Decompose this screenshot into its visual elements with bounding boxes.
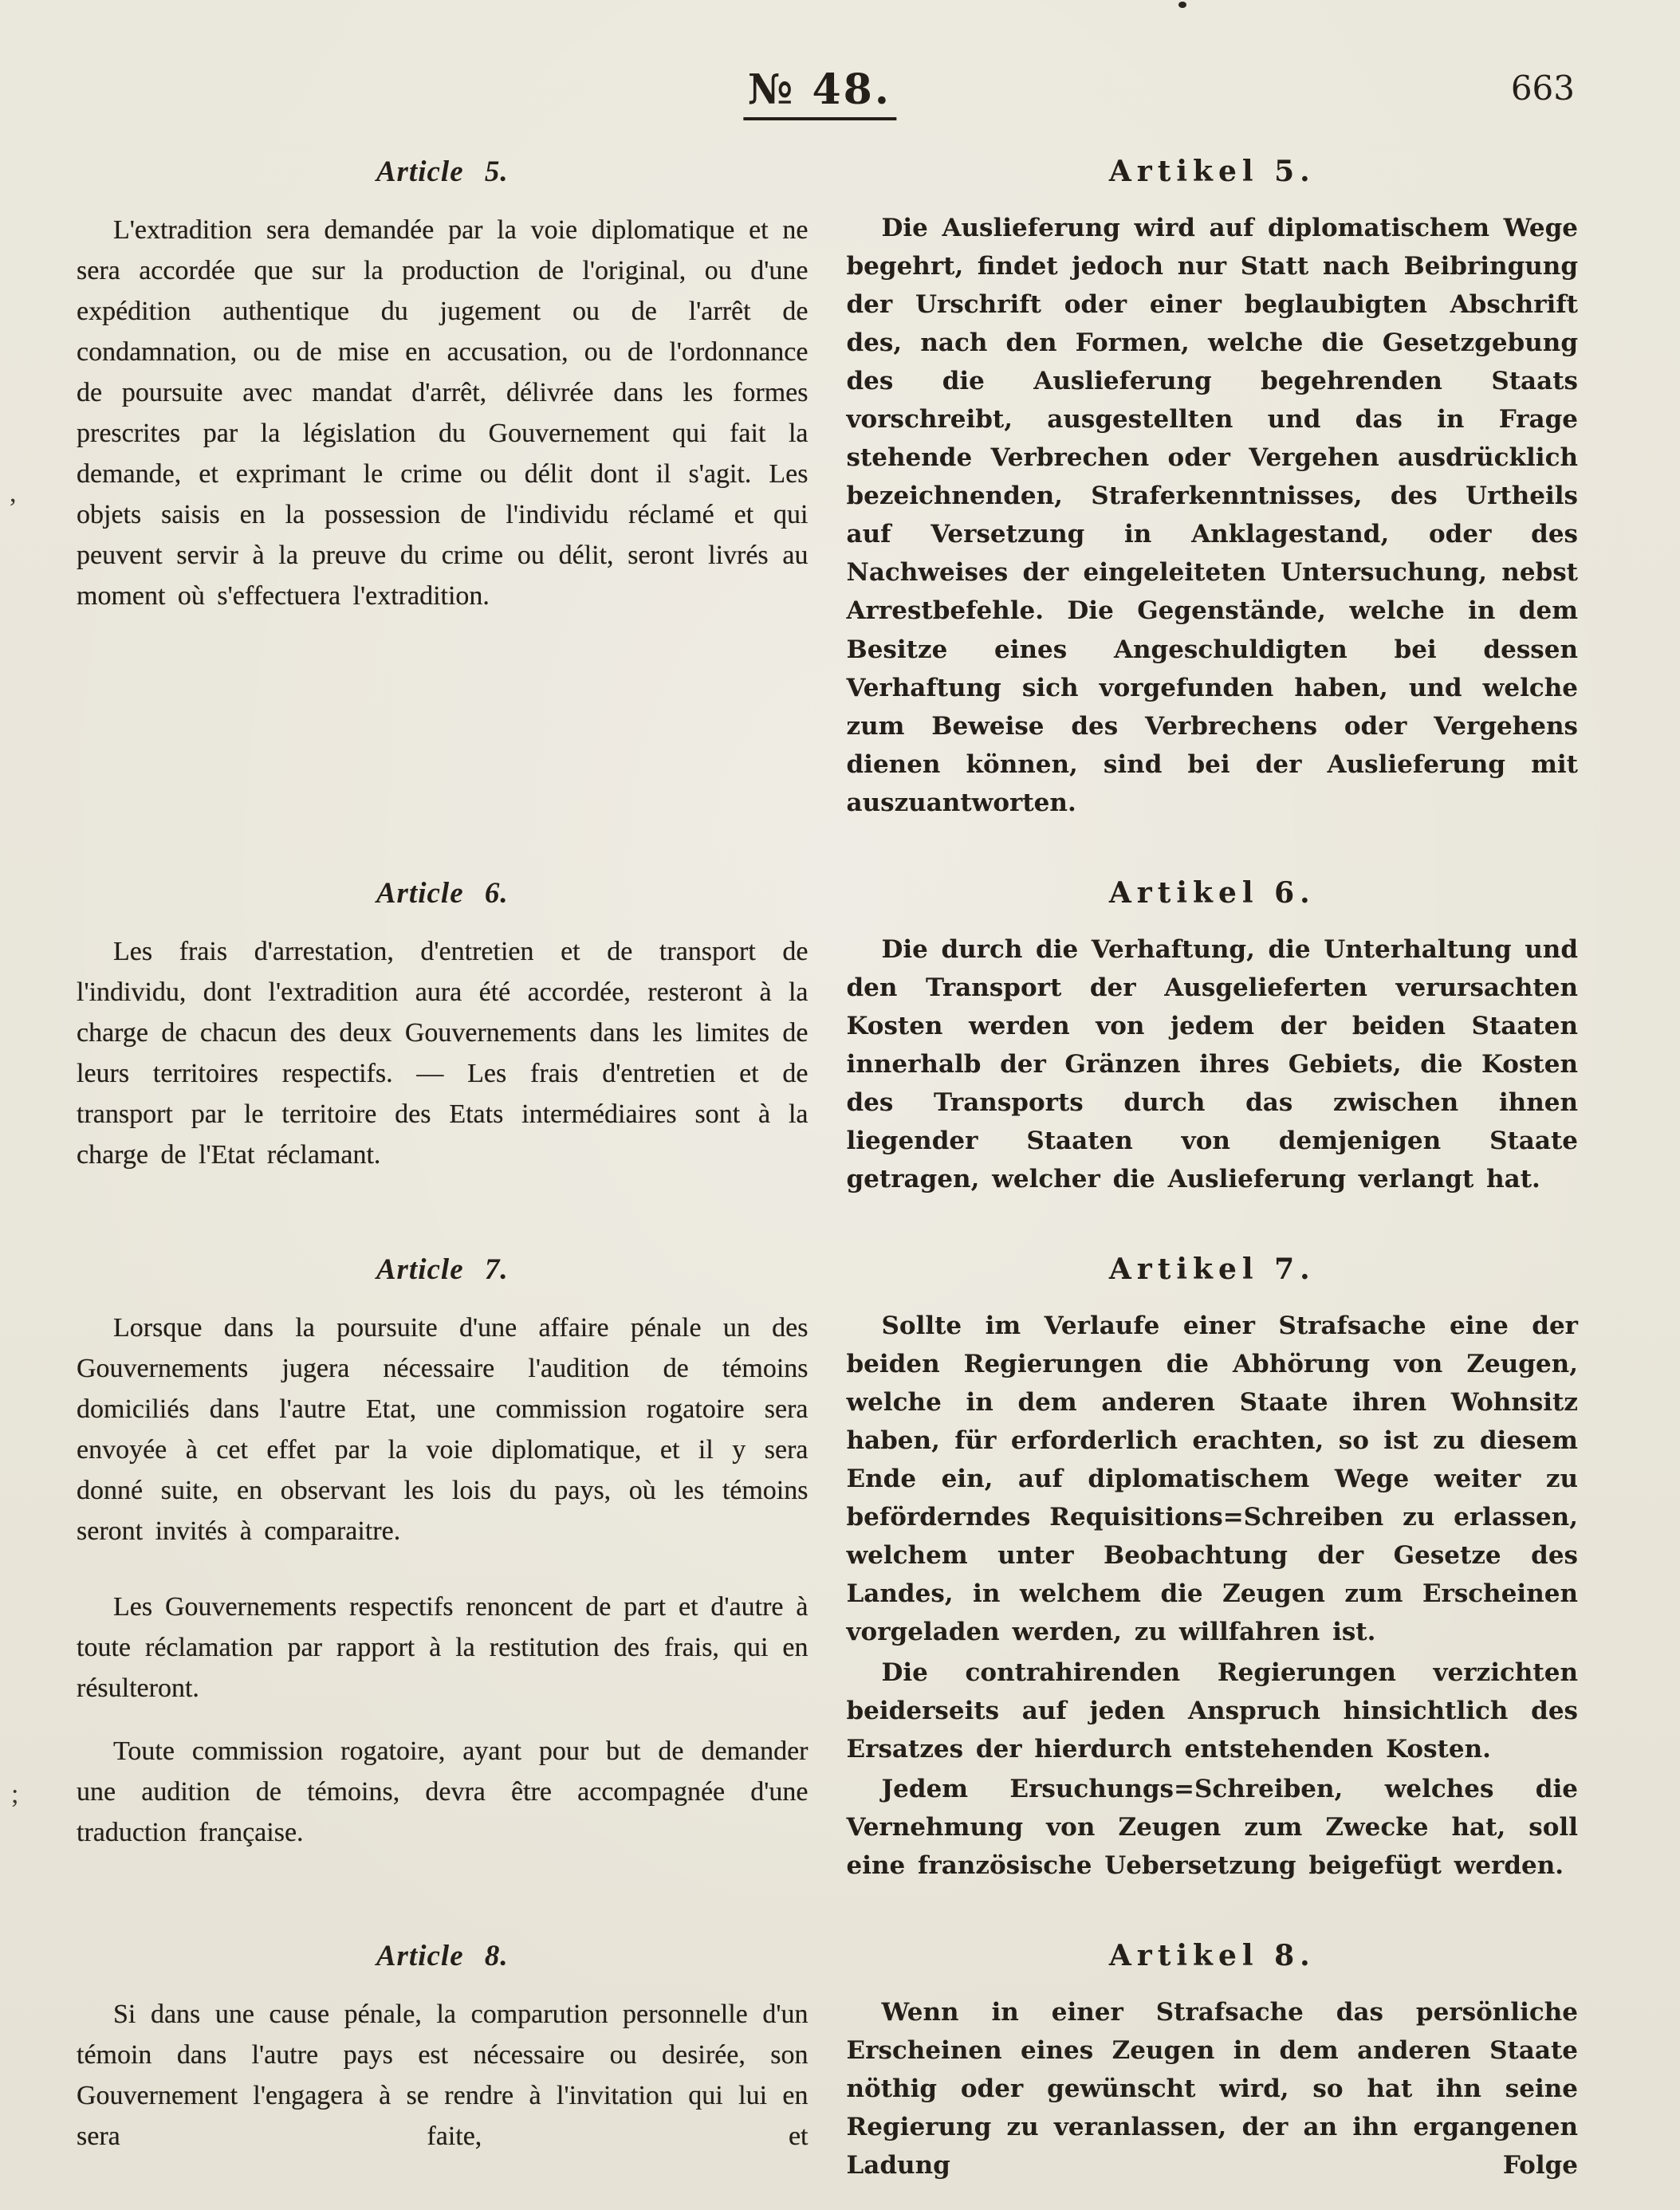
article-heading-french: Article 5. [376, 155, 509, 188]
article-5-german [847, 155, 1579, 822]
article-5-french [77, 155, 809, 616]
article-paragraph: Toute commission rogatoire, ayant pour but de demander une audition de témoins, devra être accompagnée d'une traduction française. [77, 1736, 809, 1848]
article-heading-german: Artikel 5. [1108, 155, 1316, 188]
article-7-french [77, 1252, 809, 1853]
issue-number-label: № 48. [743, 65, 896, 120]
article-heading-german: Artikel 8. [1108, 1938, 1316, 1972]
page-header [77, 51, 1578, 155]
article-6-french [77, 876, 809, 1175]
article-paragraph: Die durch die Verhaftung, die Unterhaltung und den Transport der Ausgelieferten verursachten Kosten werden von jedem der beiden Staaten innerhalb der Gränzen ihres Gebiets, die Kosten des Transports durch das zwischen ihnen liegender Staaten von demjenigen Staate getragen, welcher die Auslieferung verlangt hat. [846, 934, 1578, 1194]
article-paragraph: Jedem Ersuchungs=Schreiben, welches die Vernehmung von Zeugen zum Zwecke hat, soll eine französische Uebersetzung beigefügt werden. [846, 1774, 1578, 1880]
article-paragraph: Wenn in einer Strafsache das persönliche Erscheinen eines Zeugen in dem anderen Staate nöthig oder gewünscht wird, so hat ihn seine Regierung zu veranlassen, der an ihn ergangenen Ladung Folge [846, 1997, 1578, 2180]
article-paragraph: Die Auslieferung wird auf diplomatischem Wege begehrt, findet jedoch nur Statt nach Beibringung der Urschrift oder einer beglaubigten Abschrift des, nach den Formen, welche die Gesetzgebung des die Auslieferung begehrenden Staats vorschreibt, ausgestellten und das in Frage stehende Verbrechen oder Vergehen ausdrücklich bezeichnenden, Straferkenntnisses, des Urtheils auf Versetzung in Anklagestand, oder des Nachweises der eingeleiteten Untersuchung, nebst Arrestbefehle. Die Gegenstände, welche in dem Besitze eines Angeschuldigten bei dessen Verhaftung sich vorgefunden haben, und welche zum Beweise des Verbrechens oder Vergehens dienen können, sind bei der Auslieferung mit auszuantworten. [846, 214, 1578, 817]
article-6-german [847, 876, 1579, 1198]
article-heading-french: Article 6. [376, 876, 509, 910]
page-number: 663 [1510, 69, 1575, 108]
article-row-7 [77, 1252, 1578, 1885]
article-heading-german: Artikel 7. [1108, 1252, 1316, 1287]
article-paragraph: Si dans une cause pénale, la comparution personnelle d'un témoin dans l'autre pays est nécessaire ou desirée, son Gouvernement l'engagera à se rendre à l'invitation qui lui en sera faite, et [77, 1999, 809, 2151]
article-heading-french: Article 8. [376, 1939, 509, 1972]
article-row-8 [77, 1939, 1578, 2184]
margin-stray-mark-bottom: ; [11, 1779, 19, 1809]
article-heading-german: Artikel 6. [1108, 875, 1316, 910]
article-7-german [847, 1252, 1579, 1885]
article-paragraph: Les Gouvernements respectifs renoncent de part et d'autre à toute réclamation par rapport à la restitution des frais, qui en résulteront. [77, 1592, 809, 1704]
article-8-german [847, 1939, 1579, 2184]
article-row-6 [77, 876, 1578, 1198]
article-paragraph: L'extradition sera demandée par la voie diplomatique et ne sera accordée que sur la production de l'original, ou d'une expédition authentique du jugement ou de l'arrêt de condamnation, ou de mise en accusation, ou de l'ordonnance de poursuite avec mandat d'arrêt, délivrée dans les formes prescrites par la législation du Gouvernement qui fait la demande, et exprimant le crime ou délit dont il s'agit. Les objets saisis en la possession de l'individu réclamé et qui peuvent servir à la preuve du crime ou délit, seront livrés au moment où s'effectuera l'extradition. [77, 215, 809, 611]
article-heading-french: Article 7. [376, 1253, 509, 1287]
article-paragraph: Die contrahirenden Regierungen verzichten beiderseits auf jeden Anspruch hinsichtlich des Ersatzes der hierdurch entstehenden Kosten. [846, 1658, 1578, 1764]
article-paragraph: Les frais d'arrestation, d'entretien et de transport de l'individu, dont l'extradition aura été accordée, resteront à la charge de chacun des deux Gouvernements dans les limites de leurs territoires respectifs. — Les frais d'entretien et de transport par le territoire des Etats intermédiaires sont à la charge de l'Etat réclamant. [77, 936, 809, 1170]
scan-speck [1178, 2, 1186, 8]
margin-stray-mark-top: , [10, 478, 17, 508]
article-row-5 [77, 155, 1578, 822]
article-paragraph: Sollte im Verlaufe einer Strafsache eine der beiden Regierungen die Abhörung von Zeugen, welche in dem anderen Staate ihren Wohnsitz haben, für erforderlich erachten, so ist zu diesem Ende ein, auf diplomatischem Wege weiter zu beförderndes Requisitions=Schreiben zu erlassen, welchem unter Beobachtung der Gesetze des Landes, in welchem die Zeugen zum Erscheinen vorgeladen werden, zu willfahren ist. [846, 1311, 1578, 1647]
article-8-french [77, 1939, 809, 2157]
article-paragraph: Lorsque dans la poursuite d'une affaire pénale un des Gouvernements jugera nécessaire l'audition de témoins domiciliés dans l'autre Etat, une commission rogatoire sera envoyée à cet effet par la voie diplomatique, et il y sera donné suite, en observant les lois du pays, où les témoins seront invités à comparaitre. [77, 1313, 809, 1547]
